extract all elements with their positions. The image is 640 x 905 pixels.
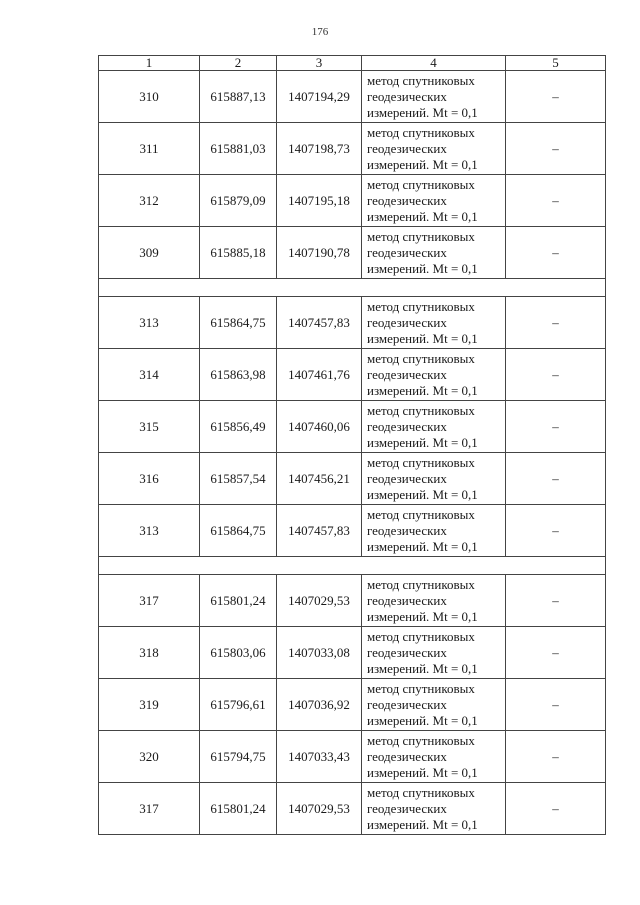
method-cell <box>362 731 506 783</box>
method-line: геодезических <box>367 314 447 330</box>
method-line: измерений. Mt = 0,1 <box>367 608 478 624</box>
method-cell <box>362 505 506 557</box>
y-coordinate-cell: 1407456,21 <box>277 453 362 505</box>
column-header-3: 3 <box>277 56 362 71</box>
y-coordinate-cell: 1407461,76 <box>277 349 362 401</box>
method-line: метод спутниковых <box>367 350 475 366</box>
y-coordinate-cell: 1407036,92 <box>277 679 362 731</box>
method-cell <box>362 401 506 453</box>
method-cell <box>362 297 506 349</box>
table-row <box>99 505 606 557</box>
description-cell: – <box>506 401 606 453</box>
method-line: измерений. Mt = 0,1 <box>367 486 478 502</box>
y-coordinate-cell: 1407457,83 <box>277 505 362 557</box>
y-coordinate-cell: 1407033,08 <box>277 627 362 679</box>
method-line: метод спутниковых <box>367 784 475 800</box>
y-coordinate-cell: 1407190,78 <box>277 227 362 279</box>
method-line: измерений. Mt = 0,1 <box>367 382 478 398</box>
description-cell: – <box>506 453 606 505</box>
method-line: метод спутниковых <box>367 732 475 748</box>
y-coordinate-cell: 1407460,06 <box>277 401 362 453</box>
group-separator-cell <box>99 279 606 297</box>
method-cell <box>362 453 506 505</box>
point-number-cell: 311 <box>99 123 200 175</box>
table-row <box>99 575 606 627</box>
method-line: измерений. Mt = 0,1 <box>367 434 478 450</box>
point-number-cell: 310 <box>99 71 200 123</box>
x-coordinate-cell: 615864,75 <box>200 505 277 557</box>
point-number-cell: 309 <box>99 227 200 279</box>
point-number-cell: 313 <box>99 505 200 557</box>
method-cell <box>362 349 506 401</box>
x-coordinate-cell: 615796,61 <box>200 679 277 731</box>
method-line: метод спутниковых <box>367 402 475 418</box>
method-line: метод спутниковых <box>367 124 475 140</box>
method-line: измерений. Mt = 0,1 <box>367 156 478 172</box>
method-cell <box>362 227 506 279</box>
table-row <box>99 227 606 279</box>
table-row <box>99 123 606 175</box>
point-number-cell: 318 <box>99 627 200 679</box>
description-cell: – <box>506 123 606 175</box>
method-line: геодезических <box>367 140 447 156</box>
column-header-1: 1 <box>99 56 200 71</box>
point-number-cell: 319 <box>99 679 200 731</box>
group-separator-row <box>99 557 606 575</box>
x-coordinate-cell: 615801,24 <box>200 575 277 627</box>
method-line: измерений. Mt = 0,1 <box>367 712 478 728</box>
method-cell <box>362 783 506 835</box>
table-row <box>99 783 606 835</box>
column-header-4: 4 <box>362 56 506 71</box>
method-line: измерений. Mt = 0,1 <box>367 660 478 676</box>
point-number-cell: 315 <box>99 401 200 453</box>
table-header-row <box>99 56 606 71</box>
x-coordinate-cell: 615801,24 <box>200 783 277 835</box>
method-line: геодезических <box>367 418 447 434</box>
method-line: метод спутниковых <box>367 298 475 314</box>
method-cell <box>362 627 506 679</box>
x-coordinate-cell: 615887,13 <box>200 71 277 123</box>
y-coordinate-cell: 1407033,43 <box>277 731 362 783</box>
description-cell: – <box>506 297 606 349</box>
description-cell: – <box>506 731 606 783</box>
coordinates-table <box>98 55 606 835</box>
x-coordinate-cell: 615857,54 <box>200 453 277 505</box>
point-number-cell: 313 <box>99 297 200 349</box>
table-row <box>99 453 606 505</box>
y-coordinate-cell: 1407029,53 <box>277 575 362 627</box>
method-line: геодезических <box>367 522 447 538</box>
method-line: геодезических <box>367 88 447 104</box>
description-cell: – <box>506 627 606 679</box>
method-line: метод спутниковых <box>367 454 475 470</box>
description-cell: – <box>506 679 606 731</box>
point-number-cell: 320 <box>99 731 200 783</box>
table-row <box>99 401 606 453</box>
method-cell <box>362 679 506 731</box>
point-number-cell: 317 <box>99 575 200 627</box>
x-coordinate-cell: 615856,49 <box>200 401 277 453</box>
table-row <box>99 71 606 123</box>
method-line: измерений. Mt = 0,1 <box>367 104 478 120</box>
x-coordinate-cell: 615864,75 <box>200 297 277 349</box>
method-line: измерений. Mt = 0,1 <box>367 208 478 224</box>
column-header-5: 5 <box>506 56 606 71</box>
method-line: измерений. Mt = 0,1 <box>367 816 478 832</box>
table-row <box>99 627 606 679</box>
y-coordinate-cell: 1407194,29 <box>277 71 362 123</box>
method-line: геодезических <box>367 192 447 208</box>
method-cell <box>362 575 506 627</box>
method-line: геодезических <box>367 748 447 764</box>
method-line: метод спутниковых <box>367 576 475 592</box>
method-line: метод спутниковых <box>367 506 475 522</box>
method-line: метод спутниковых <box>367 72 475 88</box>
method-line: метод спутниковых <box>367 680 475 696</box>
method-line: геодезических <box>367 800 447 816</box>
description-cell: – <box>506 575 606 627</box>
method-line: геодезических <box>367 592 447 608</box>
table-row <box>99 731 606 783</box>
x-coordinate-cell: 615794,75 <box>200 731 277 783</box>
method-line: метод спутниковых <box>367 176 475 192</box>
x-coordinate-cell: 615863,98 <box>200 349 277 401</box>
point-number-cell: 317 <box>99 783 200 835</box>
coordinates-table-body <box>99 56 606 835</box>
description-cell: – <box>506 227 606 279</box>
y-coordinate-cell: 1407195,18 <box>277 175 362 227</box>
method-line: геодезических <box>367 696 447 712</box>
description-cell: – <box>506 175 606 227</box>
column-header-2: 2 <box>200 56 277 71</box>
page-number: 176 <box>311 26 329 38</box>
table-row <box>99 297 606 349</box>
method-line: измерений. Mt = 0,1 <box>367 260 478 276</box>
x-coordinate-cell: 615885,18 <box>200 227 277 279</box>
method-cell <box>362 71 506 123</box>
table-row <box>99 175 606 227</box>
x-coordinate-cell: 615881,03 <box>200 123 277 175</box>
x-coordinate-cell: 615879,09 <box>200 175 277 227</box>
table-row <box>99 679 606 731</box>
group-separator-cell <box>99 557 606 575</box>
y-coordinate-cell: 1407198,73 <box>277 123 362 175</box>
method-line: метод спутниковых <box>367 228 475 244</box>
method-line: метод спутниковых <box>367 628 475 644</box>
method-cell <box>362 123 506 175</box>
group-separator-row <box>99 279 606 297</box>
y-coordinate-cell: 1407029,53 <box>277 783 362 835</box>
x-coordinate-cell: 615803,06 <box>200 627 277 679</box>
point-number-cell: 314 <box>99 349 200 401</box>
point-number-cell: 316 <box>99 453 200 505</box>
method-line: геодезических <box>367 644 447 660</box>
description-cell: – <box>506 783 606 835</box>
description-cell: – <box>506 71 606 123</box>
method-line: измерений. Mt = 0,1 <box>367 330 478 346</box>
method-cell <box>362 175 506 227</box>
method-line: геодезических <box>367 244 447 260</box>
method-line: геодезических <box>367 470 447 486</box>
method-line: измерений. Mt = 0,1 <box>367 538 478 554</box>
point-number-cell: 312 <box>99 175 200 227</box>
description-cell: – <box>506 505 606 557</box>
description-cell: – <box>506 349 606 401</box>
y-coordinate-cell: 1407457,83 <box>277 297 362 349</box>
table-row <box>99 349 606 401</box>
method-line: измерений. Mt = 0,1 <box>367 764 478 780</box>
method-line: геодезических <box>367 366 447 382</box>
